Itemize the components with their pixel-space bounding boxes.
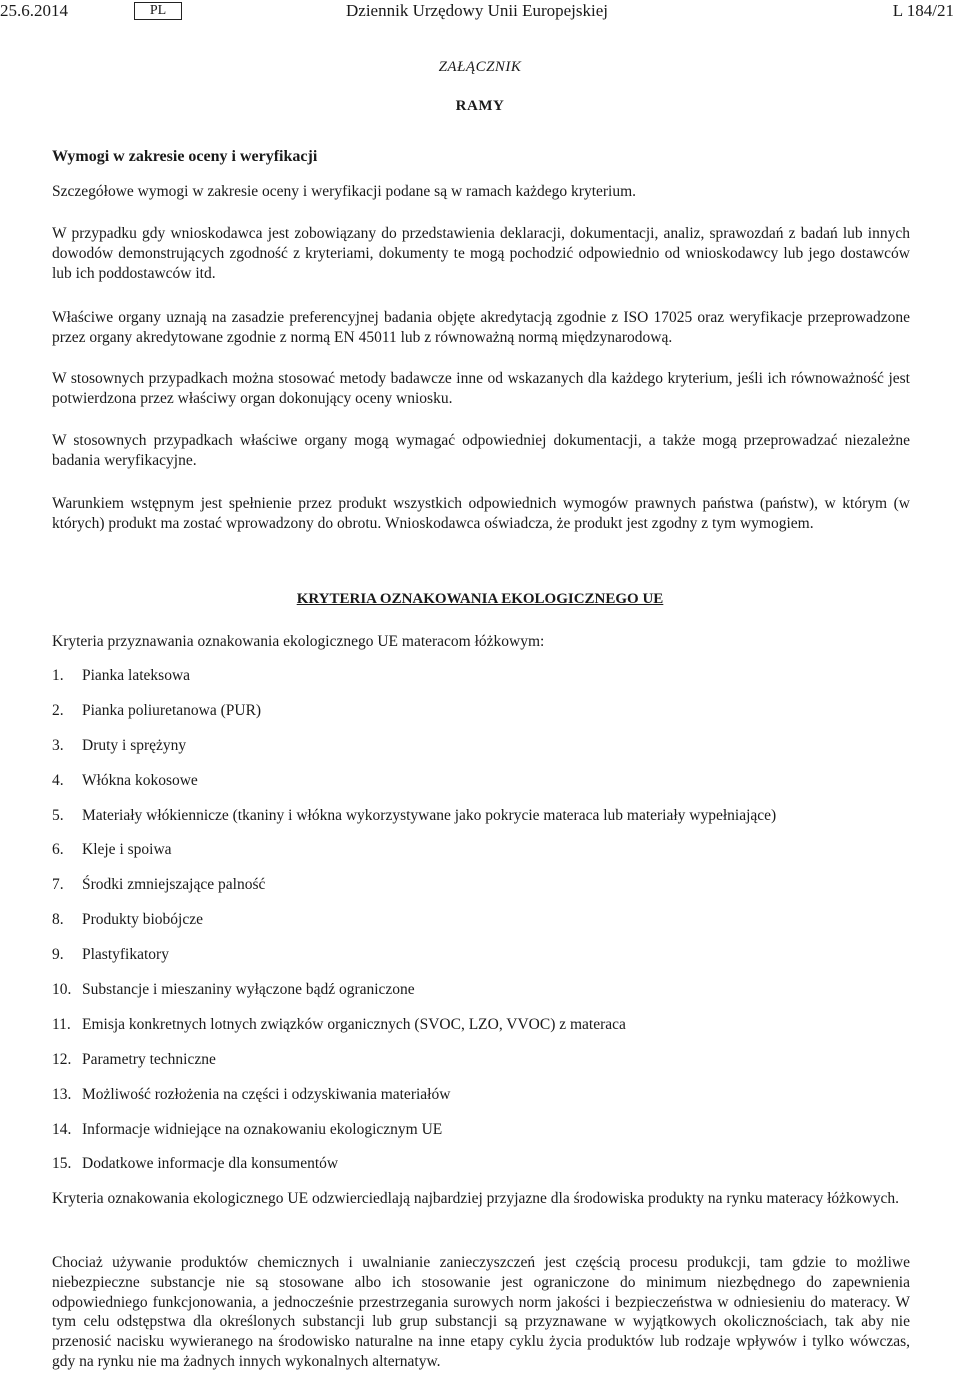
criteria-list: [52, 664, 910, 1187]
paragraph: Chociaż używanie produktów chemicznych i uwalnianie zanieczyszczeń jest częścią procesu produkcji, tam gdzie to możliwe niebezpieczne substancje nie są stosowane albo ich stosowanie jest ograniczone do minimum niezbędnego do zapewnienia odpowiedniego funkcjonowania, a jednocześnie przestrzegania surowych norm jakości i bezpieczeństwa w odniesieniu do materacy. W tym celu odstępstwa dla określonych substancji lub grup substancji są przyznawane w wyjątkowych okolicznościach, tak aby nie przenosić nacisku wywieranego na środowisko naturalne na inne etapy cyklu życia produktów lub rodzaje wpływów i tylko wówczas, gdy na rynku nie ma żadnych innych wykonalnych alternatyw.: [52, 1254, 910, 1370]
list-item-number: 3.: [52, 736, 64, 754]
list-item-number: 14.: [52, 1120, 72, 1138]
list-item-number: 8.: [52, 911, 64, 929]
list-item-number: 2.: [52, 701, 64, 719]
page-number: L 184/21: [892, 1, 954, 20]
list-item: [52, 1013, 910, 1048]
criteria-heading: KRYTERIA OZNAKOWANIA EKOLOGICZNEGO UE: [296, 591, 664, 607]
list-item-text: Możliwość rozłożenia na części i odzyskiwania materiałów: [82, 1085, 451, 1103]
list-item-text: Emisja konkretnych lotnych związków organicznych (SVOC, LZO, VVOC) z materaca: [82, 1015, 626, 1033]
list-item: [52, 699, 910, 734]
list-item: [52, 838, 910, 873]
list-item-number: 15.: [52, 1155, 72, 1173]
section-title: Wymogi w zakresie oceny i weryfikacji: [52, 148, 318, 165]
paragraph: Właściwe organy uznają na zasadzie preferencyjnej badania objęte akredytacją zgodnie z ISO 17025 oraz weryfikacje przeprowadzone przez organy akredytowane zgodnie z normą EN 45011 lub z równoważną normą międzynarodową.: [52, 309, 910, 346]
publication-date: 25.6.2014: [0, 1, 68, 20]
list-item-text: Produkty biobójcze: [82, 911, 203, 929]
list-item-text: Kleje i spoiwa: [82, 841, 172, 859]
language-badge: PL: [134, 2, 182, 20]
list-item: [52, 1083, 910, 1118]
paragraph: Kryteria oznakowania ekologicznego UE odzwierciedlają najbardziej przyjazne dla środowiska produkty na rynku materacy łóżkowych.: [52, 1190, 899, 1207]
list-item-number: 11.: [52, 1015, 71, 1033]
paragraph: W przypadku gdy wnioskodawca jest zobowiązany do przedstawienia deklaracji, dokumentacji, analiz, sprawozdań z badań lub innych dowodów demonstrujących zgodność z kryteriami, dokumenty te mogą pochodzić odpowiednio od wnioskodawcy lub jego dostawców lub ich poddostawców itd.: [52, 225, 910, 282]
list-item-number: 1.: [52, 667, 64, 684]
page-header: [0, 0, 960, 24]
list-item-number: 9.: [52, 946, 64, 964]
list-item: [52, 664, 910, 699]
list-item: [52, 873, 910, 908]
annex-label: ZAŁĄCZNIK: [438, 59, 522, 75]
list-item-text: Włókna kokosowe: [82, 771, 198, 789]
list-item-text: Środki zmniejszające palność: [82, 876, 266, 894]
list-item-number: 6.: [52, 841, 64, 859]
list-item-text: Plastyfikatory: [82, 946, 169, 964]
paragraph: Szczegółowe wymogi w zakresie oceny i weryfikacji podane są w ramach każdego kryterium.: [52, 183, 637, 200]
list-item-number: 10.: [52, 981, 72, 999]
list-item-number: 12.: [52, 1050, 72, 1068]
list-item-text: Druty i sprężyny: [82, 736, 187, 754]
list-item-number: 5.: [52, 806, 64, 824]
list-item-text: Pianka lateksowa: [82, 667, 191, 684]
list-item-text: Dodatkowe informacje dla konsumentów: [82, 1155, 339, 1173]
list-item-text: Materiały włókiennicze (tkaniny i włókna wykorzystywane jako pokrycie materaca lub materiały wypełniające): [82, 806, 777, 824]
list-item: [52, 1152, 910, 1187]
list-item: [52, 804, 910, 839]
list-item: [52, 978, 910, 1013]
journal-title: Dziennik Urzędowy Unii Europejskiej: [346, 1, 609, 20]
list-item: [52, 943, 910, 978]
list-item-text: Pianka poliuretanowa (PUR): [82, 701, 262, 719]
list-item-text: Substancje i mieszaniny wyłączone bądź ograniczone: [82, 981, 415, 999]
list-item: [52, 734, 910, 769]
list-item-number: 7.: [52, 876, 64, 894]
list-item: [52, 1048, 910, 1083]
list-item-number: 13.: [52, 1085, 72, 1103]
paragraph: W stosownych przypadkach właściwe organy mogą wymagać odpowiedniej dokumentacji, a także mogą przeprowadzać niezależne badania weryfikacyjne.: [52, 432, 910, 469]
list-item-text: Parametry techniczne: [82, 1050, 216, 1068]
criteria-intro: Kryteria przyznawania oznakowania ekologicznego UE materacom łóżkowym:: [52, 633, 545, 650]
list-item-number: 4.: [52, 771, 64, 789]
list-item: [52, 908, 910, 943]
list-item: [52, 1118, 910, 1153]
paragraph: Warunkiem wstępnym jest spełnienie przez produkt wszystkich odpowiednich wymogów prawnych państwa (państw), w którym (w których) produkt ma zostać wprowadzony do obrotu. Wnioskodawca oświadcza, że produkt jest zgodny z tym wymogiem.: [52, 495, 910, 532]
frame-title: RAMY: [455, 98, 505, 114]
list-item: [52, 769, 910, 804]
paragraph: W stosownych przypadkach można stosować metody badawcze inne od wskazanych dla każdego kryterium, jeśli ich równoważność jest potwierdzona przez właściwy organ dokonujący oceny wniosku.: [52, 370, 910, 407]
list-item-text: Informacje widniejące na oznakowaniu ekologicznym UE: [82, 1120, 443, 1138]
